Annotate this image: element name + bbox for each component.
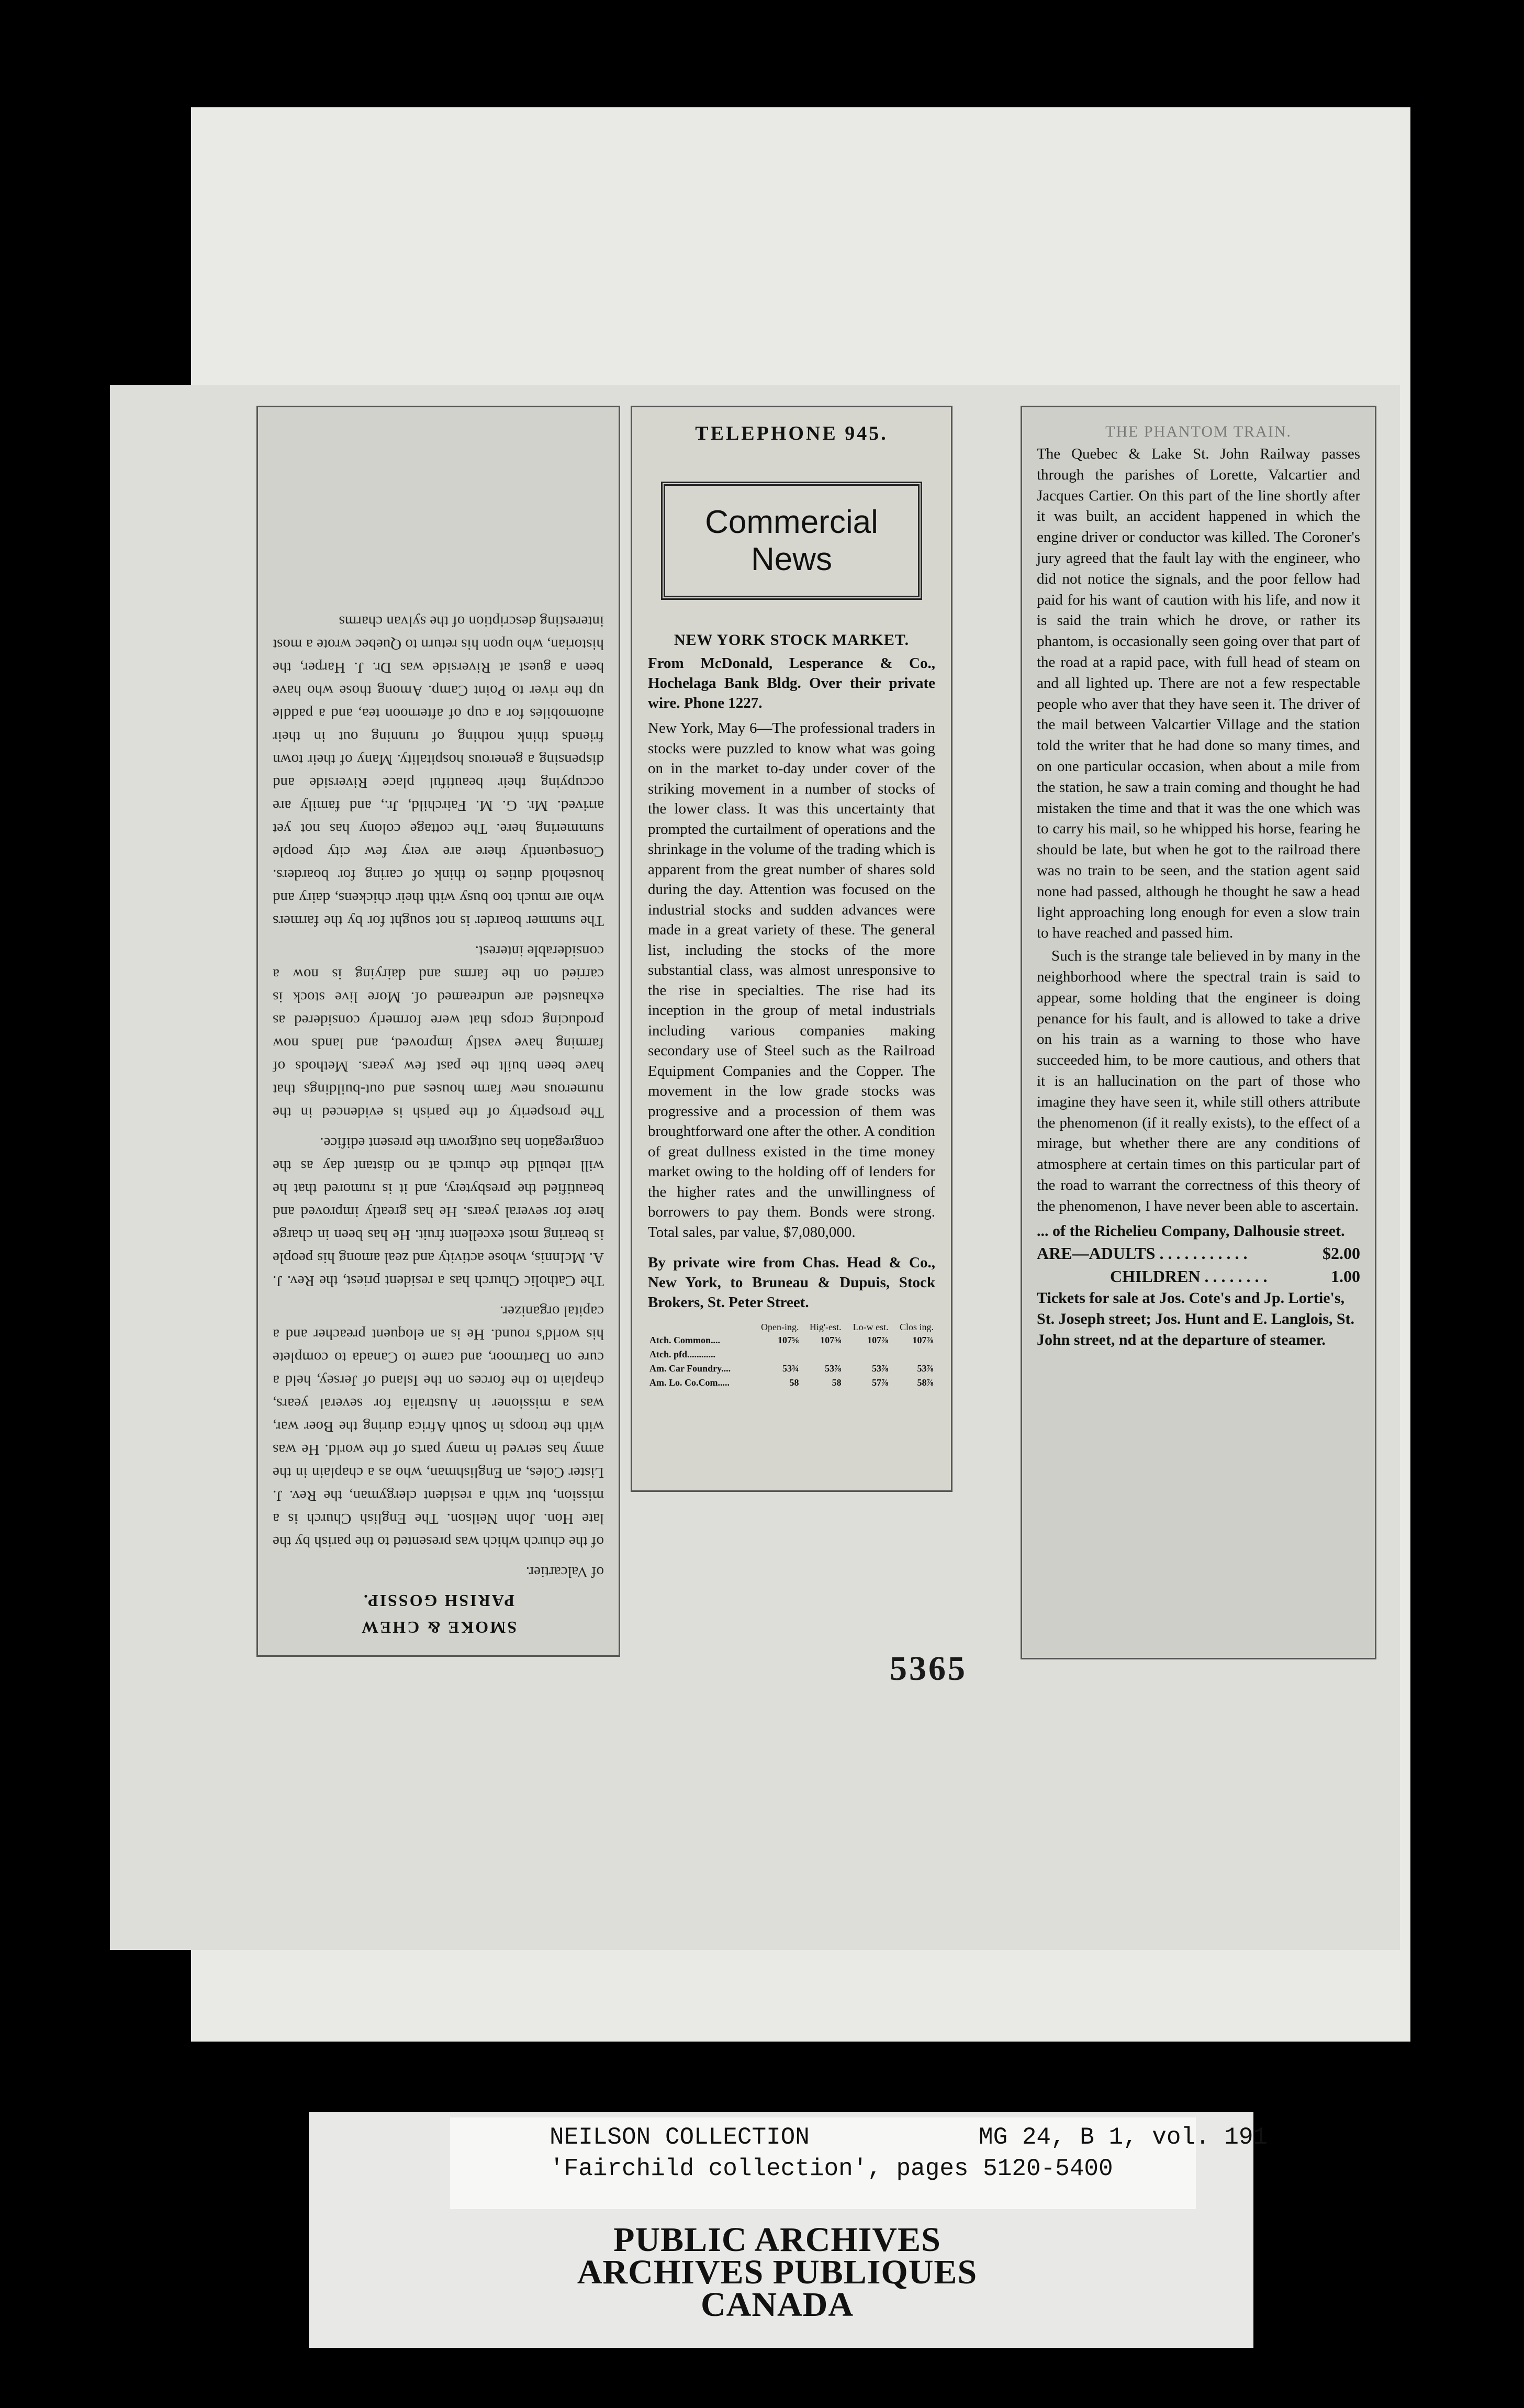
stock-value-cell: 53⅞	[917, 1363, 934, 1374]
stock-col-header: Open-ing.	[760, 1322, 799, 1332]
steamer-advertisement	[1037, 1221, 1360, 1351]
stock-col-header: Clos ing.	[899, 1322, 934, 1332]
ticket-info: Tickets for sale at Jos. Cote's and Jp. Lortie's, St. Joseph street; Jos. Hunt and E. Langlois, St. John street, nd at the departure of steamer.	[1037, 1289, 1355, 1349]
left-paragraph: The Catholic Church has a resident priest, the Rev. J. A. McInnis, whose activity and zeal among his people is bearing most excellent fruit. He has been in charge here for several years. He has greatly improved and beautified the presbytery, and it is rumored that he will rebuild the church at no distant day as the congregation has outgrown the present edifice.	[273, 1134, 604, 1289]
left-clipping-parish-gossip	[256, 406, 620, 1657]
archives-publiques-title: ARCHIVES PUBLIQUES	[577, 2253, 978, 2291]
stock-value-cell: 57⅞	[872, 1377, 889, 1388]
left-clipping-heading: PARISH GOSSIP.	[362, 1591, 514, 1610]
collection-pages: 'Fairchild collection', pages 5120-5400	[550, 2155, 1113, 2182]
stock-market-source: From McDonald, Lesperance & Co., Hochelaga Bank Bldg. Over their private wire. Phone 1227.	[648, 655, 935, 711]
left-paragraph: The summer boarder is not sought for by the farmers who are much too busy with their chickens, dairy and household duties to think of caring for boarders. Consequently there are very few city people summering here. The cottage colony has not yet arrived. Mr. G. M. Fairchild, Jr., and family are occupying their beautiful place Riverside and dispensing a generous hospitality. Many of their town friends think nothing of running out in their automobiles for a cup of afternoon tea, and a paddle up the river to Point Camp. Among those who have been a guest at Riverside was Dr. J. Harper, the historian, who upon his return to Quebec wrote a most interesting description of the sylvan charms	[273, 613, 604, 929]
stock-value-cell	[750, 1347, 800, 1362]
right-paragraph: The Quebec & Lake St. John Railway passes through the parishes of Lorette, Valcartier and Jacques Cartier. On this part of the line shortly after it was built, an accident happened in which the engine driver or conductor was killed. The Coroner's jury agreed that the fault lay with the engineer, who did not notice the signals, and the poor fellow had paid for his want of caution with his life, and now it is said the train which he drove, or rather its phantom, is occasionally seen going over that part of the road at a rapid pace, with full head of steam on and all lighted up. There are not a few respectable people who aver that they have seen it. The driver of the mail between Valcartier Village and the station told the writer that he had done so many times, and on one particular occasion, when about a mile from the station, he saw a train coming and thought he had mistaken the time and that it was the one which was to carry his mail, so he whipped his horse, fearing he should be late, but when he got to the railroad there was no train to be seen, and the station agent said none had passed, although he thought he saw a head light approaching long enough for even a slow train to have reached and passed him.	[1037, 445, 1360, 942]
stock-value-cell: 58	[789, 1377, 799, 1388]
stock-value-cell: 58	[832, 1377, 842, 1388]
right-clipping-phantom-train	[1021, 406, 1376, 1659]
left-clipping-subheading: SMOKE & CHEW	[360, 1618, 517, 1637]
left-clipping-rotated-content	[258, 407, 619, 1655]
stock-name-cell: Atch. Common....	[649, 1335, 720, 1345]
stock-value-cell: 107⅞	[912, 1335, 934, 1345]
stock-value-cell: 107⅝	[777, 1335, 799, 1345]
manuscript-group-reference: MG 24, B 1, vol. 191	[979, 2124, 1268, 2151]
stock-value-cell	[843, 1347, 890, 1362]
stock-name-cell: Am. Car Foundry....	[649, 1363, 731, 1374]
stock-value-cell: 53⅞	[872, 1363, 889, 1374]
stock-name-cell: Am. Lo. Co.Com.....	[649, 1377, 730, 1388]
fare-children-label: CHILDREN . . . . . . . .	[1110, 1267, 1268, 1286]
stock-name-cell: Atch. pfd............	[649, 1349, 716, 1359]
stock-value-cell: 107⅞	[867, 1335, 889, 1345]
right-clipping-heading: THE PHANTOM TRAIN.	[1105, 423, 1292, 440]
table-row	[648, 1347, 935, 1362]
right-paragraph: Such is the strange tale believed in by many in the neighborhood where the spectral train is said to appear, some holding that the engineer is doing penance for his fault, and is allowed to take a drive on his train as a warning to those who have succeeded him, to be more cautious, and others that it is an hallucination on the part of those who imagine they have seen it, while still others attribute the phenomenon (if it really exists), to the effect of a mirage, but whether there are any conditions of atmosphere at certain times on this particular part of the road to warrant the correctness of this theory of the phenomenon, I have never been able to ascertain.	[1037, 947, 1360, 1214]
stock-col-header: Hig'-est.	[809, 1322, 842, 1332]
left-paragraph: of Valcartier.	[525, 1564, 604, 1580]
stock-market-headline: NEW YORK STOCK MARKET.	[674, 631, 910, 649]
stock-col-header	[648, 1321, 750, 1333]
table-row	[648, 1362, 935, 1376]
fare-adults-price: $2.00	[1323, 1244, 1360, 1263]
stock-value-cell: 53⅞	[825, 1363, 842, 1374]
stock-col-header: Lo-w est.	[853, 1322, 889, 1332]
fare-adults-row	[1037, 1242, 1360, 1265]
left-paragraph: The prosperity of the parish is evidenced in the numerous new farm houses and out-buildings that have been built the past few years. Methods of farming have vastly improved, and lands now producing crops that were formerly considered as exhausted are undreamed of. More live stock is carried on the farms and dairying is now a considerable interest.	[273, 943, 604, 1121]
table-row	[648, 1376, 935, 1390]
fare-children-price: 1.00	[1331, 1267, 1360, 1286]
stock-quote-table	[648, 1321, 935, 1390]
stock-table-header-row	[648, 1321, 935, 1333]
middle-clipping-commercial-news	[631, 406, 952, 1492]
telephone-number: TELEPHONE 945.	[695, 422, 888, 444]
fare-children-row	[1037, 1265, 1360, 1288]
steamer-company-line: ... of the Richelieu Company, Dalhousie street.	[1037, 1222, 1345, 1240]
page-number: 5365	[890, 1649, 967, 1688]
commercial-news-title-box: Commercial News	[661, 482, 922, 600]
stock-value-cell: 53¾	[782, 1363, 799, 1374]
canada-title: CANADA	[701, 2286, 854, 2324]
stock-value-cell	[890, 1347, 935, 1362]
stock-value-cell	[800, 1347, 843, 1362]
fare-adults-label: ARE—ADULTS . . . . . . . . . . .	[1037, 1244, 1248, 1263]
private-wire-note: By private wire from Chas. Head & Co., New York, to Bruneau & Dupuis, Stock Brokers, St. Peter Street.	[648, 1254, 935, 1311]
collection-name: NEILSON COLLECTION	[550, 2124, 810, 2151]
stock-value-cell: 58⅞	[917, 1377, 934, 1388]
stock-value-cell: 107⅝	[820, 1335, 842, 1345]
stock-market-body: New York, May 6—The professional traders in stocks were puzzled to know what was going on in the market to-day under cover of the striking movement in a number of stocks of the lower class. It was this uncertainty that prompted the curtailment of operations and the shrinkage in the volume of the trading which is apparent from the great number of shares sold during the day. Attention was focused on the industrial stocks and sudden advances were made in a great variety of these. The general list, including the stocks of the more substantial class, was almost unresponsive to the rise in specialties. The rise had its inception in the group of metal industrials including various companies making secondary use of Steel such as the Railroad Equipment Companies and the Copper. The movement in the low grade stocks was progressive and a procession of them was broughtforward one after the other. A condition of great dullness existed in the time money market owing to the holding off of lenders for the higher rates and the unwillingness of borrowers to pay them. Bonds were strong. Total sales, par value, $7,080,000.	[648, 720, 935, 1241]
table-row	[648, 1333, 935, 1347]
left-paragraph: of the church which was presented to the parish by the late Hon. John Neilson. The English Church is a mission, but with a resident clergyman, the Rev. J. Lister Coles, an Englishman, who as a chaplain in the army has served in many parts of the world. He was with the troops in South Africa during the Boer war, was a missioner in Australia for several years, chaplain to the forces on the Island of Jersey, held a cure on Dartmoor, and came to Canada to complete his world's round. He is an eloquent preacher and a capital organizer.	[273, 1303, 604, 1550]
public-archives-title: PUBLIC ARCHIVES	[613, 2221, 941, 2259]
